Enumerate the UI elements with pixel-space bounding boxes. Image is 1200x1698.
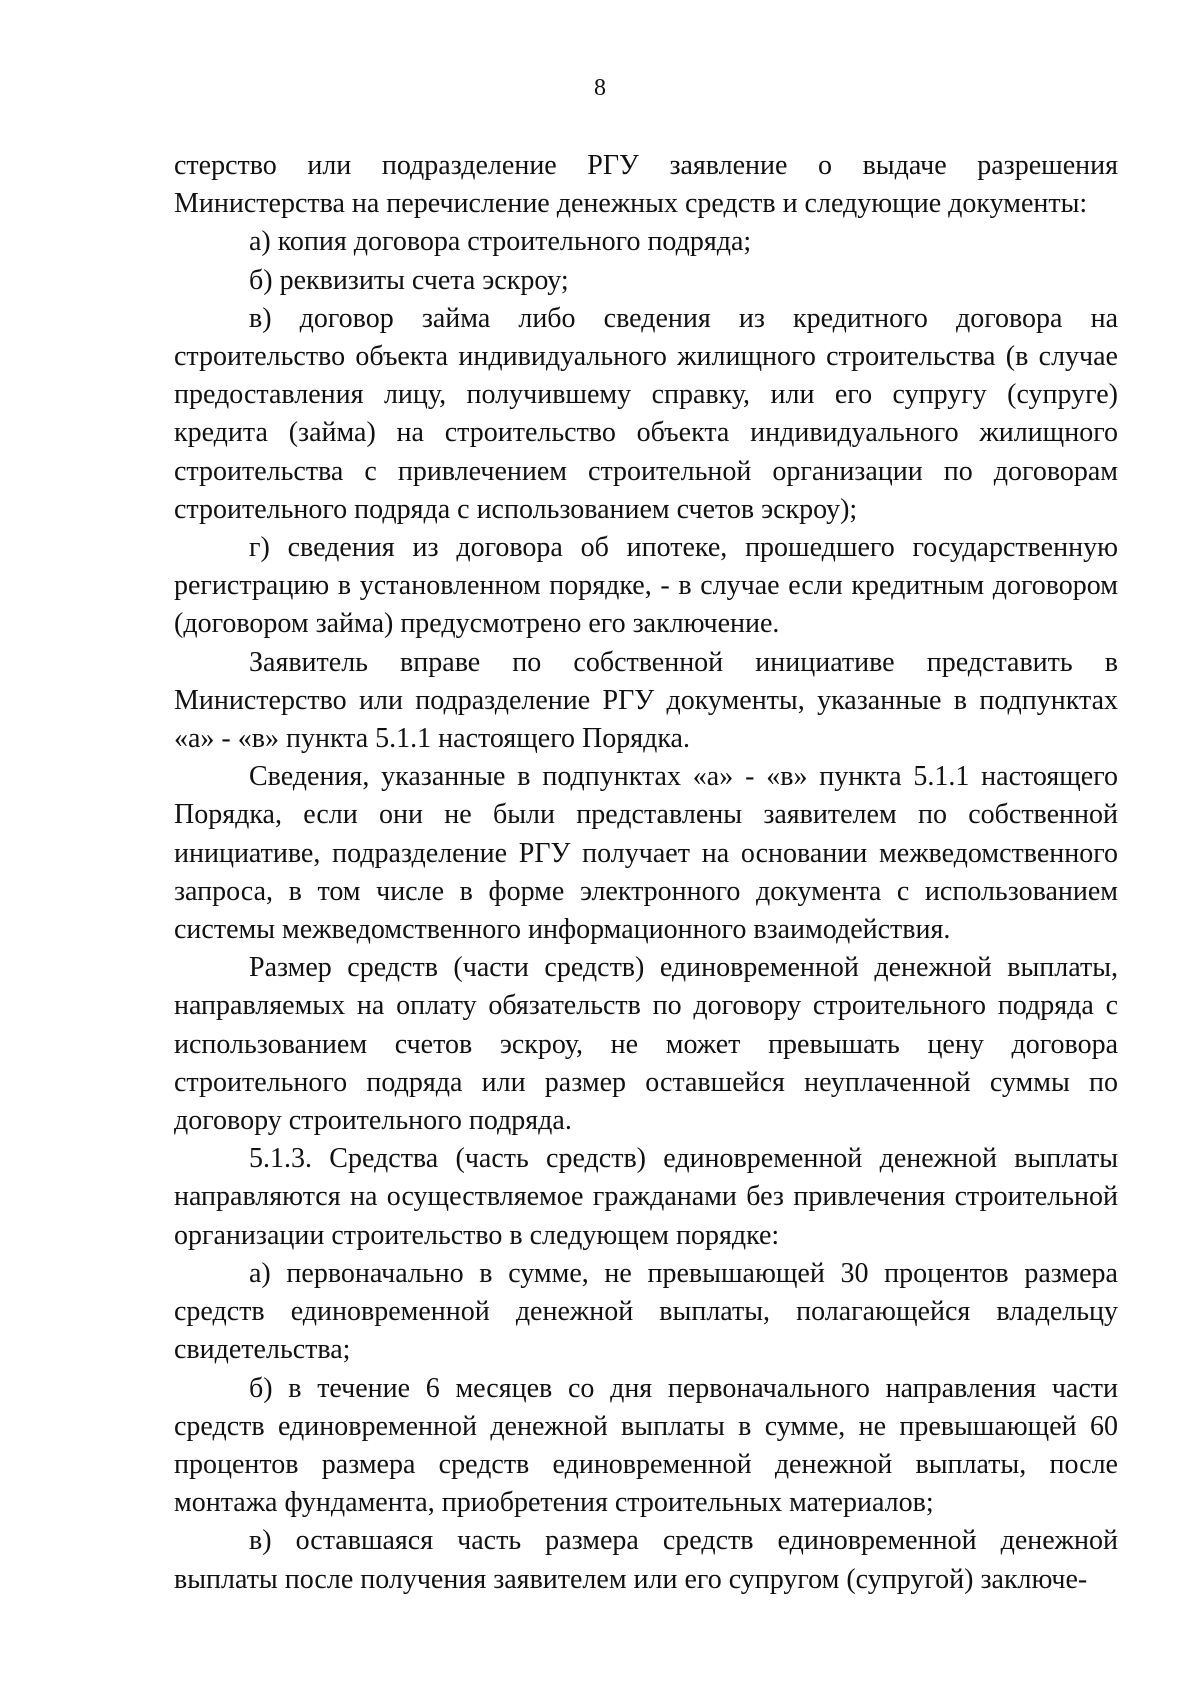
paragraph-applicant-right: Заявитель вправе по собственной инициативе представить в Министерство или подразделение РГУ документы, указанные в подпунктах «а» - «в» пункта 5.1.1 настоящего Порядка. [174, 646, 1118, 755]
list-item-b-escrow-details: б) реквизиты счета эскроу; [249, 264, 569, 296]
paragraph-payment-limit: Размер средств (части средств) единовременной денежной выплаты, направляемых на оплату обязательств по договору строительного подряда с использованием счетов эскроу, не может превышать цену договора строительного подряда или размер оставшейся неуплаченной суммы по договору строительного подряда. [174, 952, 1118, 1137]
paragraph-interagency-request: Сведения, указанные в подпунктах «а» - «в» пункта 5.1.1 настоящего Порядка, если они не были представлены заявителем по собственной инициативе, подразделение РГУ получает на основании межведомственного запроса, в том числе в форме электронного документа с использованием системы межведомственного информационного взаимодействия. [174, 761, 1118, 946]
document-body [174, 147, 1118, 1599]
list-item-v-remaining-part: в) оставшаяся часть размера средств единовременной денежной выплаты после получения заявителем или его супругом (супругой) заключе- [174, 1525, 1118, 1595]
paragraph-section-5-1-3: 5.1.3. Средства (часть средств) единовременной денежной выплаты направляются на осуществляемое гражданами без привлечения строительной организации строительство в следующем порядке: [174, 1143, 1118, 1251]
paragraph-continuation: стерство или подразделение РГУ заявление о выдаче разрешения Министерства на перечисление денежных средств и следующие документы: [174, 150, 1118, 220]
list-item-v-loan-agreement: в) договор займа либо сведения из кредитного договора на строительство объекта индивидуального жилищного строительства (в случае предоставления лицу, получившему справку, или его супругу (супруге) кредита (займа) на строительство объекта индивидуального жилищного строительства с привлечением строительной организации по договорам строительного подряда с использованием счетов эскроу); [174, 302, 1118, 525]
list-item-a-initial-30-percent: а) первоначально в сумме, не превышающей 30 процентов размера средств единовременной денежной выплаты, полагающейся владельцу свидетельства; [174, 1257, 1118, 1366]
list-item-g-mortgage-info: г) сведения из договора об ипотеке, прошедшего государственную регистрацию в установленном порядке, - в случае если кредитным договором (договором займа) предусмотрено его заключение. [174, 532, 1118, 640]
list-item-b-60-percent: б) в течение 6 месяцев со дня первоначального направления части средств единовременной денежной выплаты в сумме, не превышающей 60 процентов размера средств единовременной денежной выплаты, после монтажа фундамента, приобретения строительных материалов; [174, 1372, 1118, 1519]
list-item-a-contract-copy: а) копия договора строительного подряда; [249, 226, 752, 258]
page-number: 8 [594, 75, 606, 101]
